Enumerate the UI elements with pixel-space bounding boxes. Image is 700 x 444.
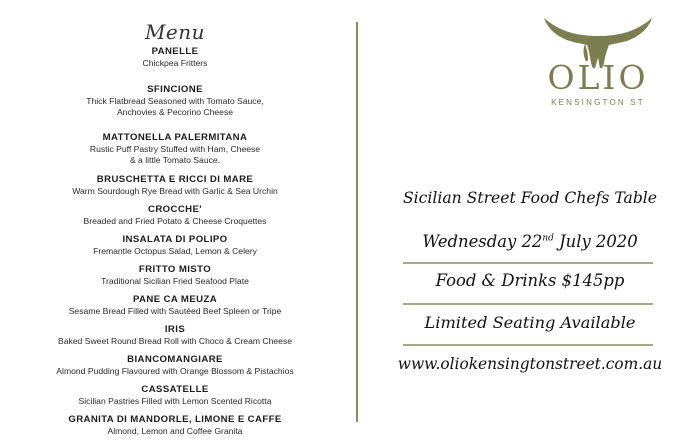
- menu-item-description: Almond, Lemon and Coffee Granita: [107, 425, 243, 436]
- event-seating: Limited Seating Available: [424, 313, 636, 332]
- event-title: Sicilian Street Food Chefs Table: [402, 189, 658, 207]
- menu-item-name: PANELLE: [151, 46, 199, 57]
- menu-item: [0, 354, 350, 384]
- divider-line: [403, 262, 653, 264]
- menu-title: Menu: [144, 20, 206, 44]
- menu-item: [0, 294, 350, 324]
- menu-item: [0, 234, 350, 264]
- menu-item: [0, 174, 350, 204]
- menu-item-name: BRUSCHETTA E RICCI DI MARE: [96, 173, 254, 185]
- menu-item-description: Fremantle Octopus Salad, Lemon & Celery: [93, 245, 257, 256]
- menu-item-description: Rustic Puff Pastry Stuffed with Ham, Cheese & a little Tomato Sauce.: [89, 143, 261, 165]
- logo-wordmark: OLIO: [547, 58, 649, 97]
- menu-item: [0, 384, 350, 414]
- menu-item: [0, 132, 350, 174]
- menu-item-name: INSALATA DI POLIPO: [122, 233, 228, 245]
- menu-item: [0, 324, 350, 354]
- event-date-day: Wednesday 22: [422, 232, 543, 251]
- menu-item-description: Sicilian Pastries Filled with Lemon Scented Ricotta: [78, 395, 272, 406]
- menu-item-name: CASSATELLE: [141, 383, 209, 395]
- logo-subtitle: KENSINGTON ST: [551, 98, 645, 107]
- menu-item-name: PANE CA MEUZA: [132, 293, 218, 305]
- menu-item-description: Breaded and Fried Potato & Cheese Croquettes: [83, 215, 267, 226]
- menu-item-description: Sesame Bread Filled with Sautéed Beef Spleen or Tripe: [68, 305, 282, 316]
- menu-item: [0, 204, 350, 234]
- event-price: Food & Drinks $145pp: [435, 271, 625, 290]
- menu-item-description: Traditional Sicilian Fried Seafood Plate: [101, 275, 249, 286]
- divider-line: [403, 303, 653, 305]
- menu-item: [0, 414, 350, 444]
- menu-item-name: CROCCHE': [148, 203, 202, 215]
- menu-column: [0, 0, 350, 441]
- event-website: www.oliokensingtonstreet.com.au: [397, 355, 663, 373]
- menu-item-description: Almond Pudding Flavoured with Orange Blossom & Pistachios: [56, 365, 294, 376]
- menu-item-description: Chickpea Fritters: [142, 58, 208, 68]
- menu-item-description: Thick Flatbread Seasoned with Tomato Sauce, Anchovies & Pecorino Cheese: [86, 95, 264, 117]
- menu-item: [0, 264, 350, 294]
- menu-list: [0, 46, 350, 444]
- event-date-rest: July 2020: [553, 232, 638, 251]
- menu-item-name: IRIS: [164, 323, 186, 335]
- menu-item-name: SFINCIONE: [147, 83, 203, 95]
- menu-item: [0, 84, 350, 132]
- event-date: [385, 232, 675, 251]
- menu-item-name: GRANITA DI MANDORLE, LIMONE E CAFFE: [68, 413, 282, 425]
- menu-item-description: Warm Sourdough Rye Bread with Garlic & Sea Urchin: [72, 185, 278, 196]
- menu-item-name: BIANCOMANGIARE: [127, 353, 223, 365]
- vertical-divider: [356, 22, 358, 422]
- menu-item-description: Baked Sweet Round Bread Roll with Choco & Cream Cheese: [57, 335, 293, 346]
- menu-item: [0, 46, 350, 84]
- menu-item-name: MATTONELLA PALERMITANA: [102, 131, 248, 143]
- event-date-suffix: nd: [542, 233, 554, 244]
- menu-item-name: FRITTO MISTO: [138, 263, 212, 275]
- divider-line: [403, 344, 653, 346]
